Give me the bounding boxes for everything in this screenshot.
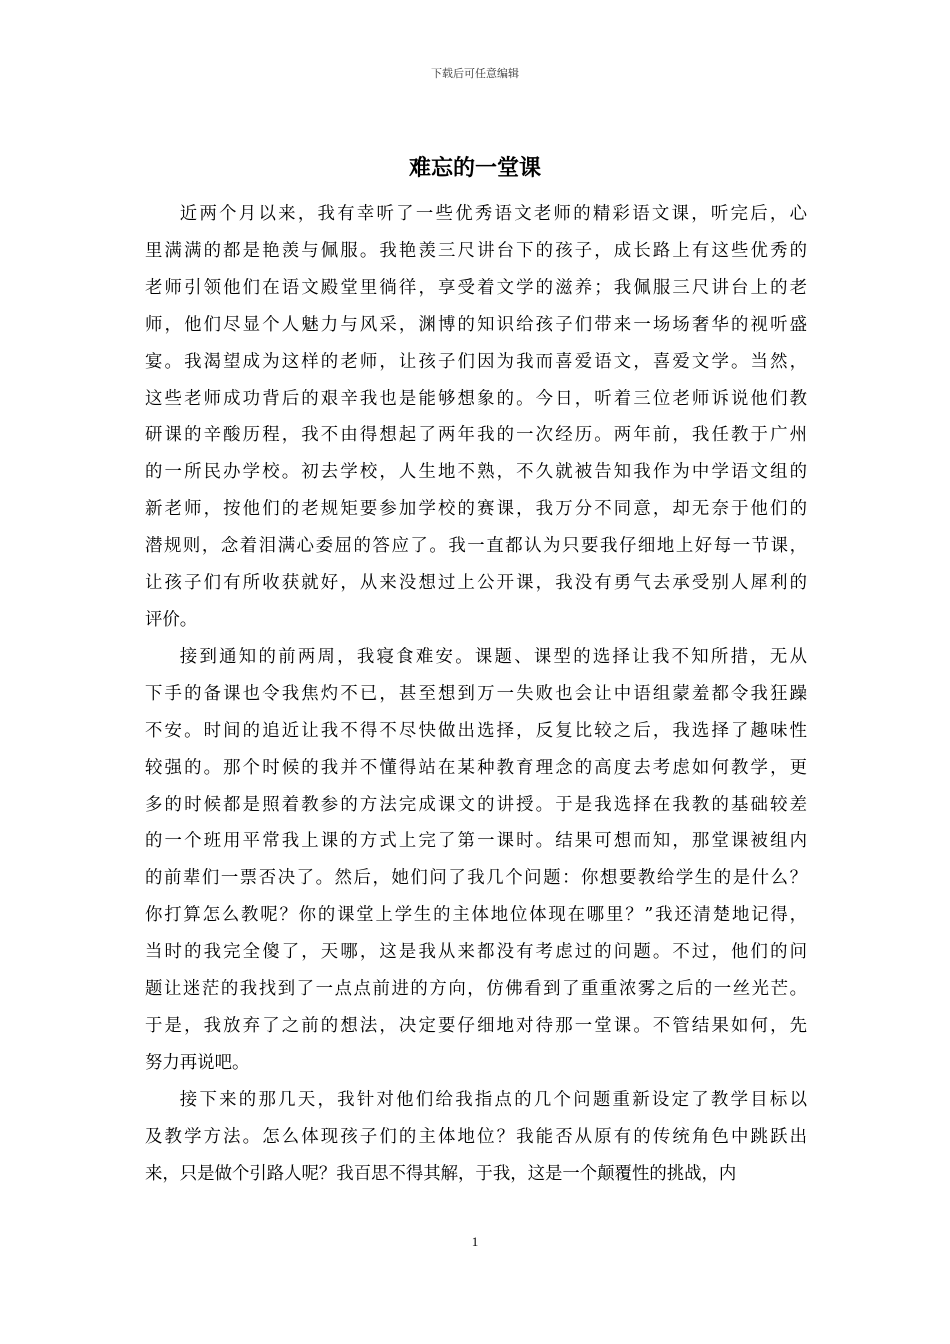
paragraph-line: 师，他们尽显个人魅力与风采，渊博的知识给孩子们带来一场场奢华的视听盛 [145, 314, 807, 335]
paragraph-line: 的一所民办学校。初去学校，人生地不熟，不久就被告知我作为中学语文组的 [145, 462, 807, 483]
header-note: 下载后可任意编辑 [431, 67, 519, 80]
paragraph-line: 努力再说吧。 [145, 1052, 250, 1073]
paragraph-line: 来，只是做个引路人呢？我百思不得其解，于我，这是一个颠覆性的挑战，内 [145, 1163, 737, 1184]
paragraph-line: 多的时候都是照着教参的方法完成课文的讲授。于是我选择在我教的基础较差 [145, 794, 807, 815]
body-paragraph [145, 639, 807, 1082]
paragraph-line: 于是，我放弃了之前的想法，决定要仔细地对待那一堂课。不管结果如何，先 [145, 1015, 807, 1036]
document-body [145, 196, 807, 1192]
paragraph-line: 接下来的那几天，我针对他们给我指点的几个问题重新设定了教学目标以 [179, 1089, 807, 1110]
paragraph-line: 的一个班用平常我上课的方式上完了第一课时。结果可想而知，那堂课被组内 [145, 831, 807, 852]
paragraph-line: 当时的我完全傻了，天哪，这是我从来都没有考虑过的问题。不过，他们的问 [145, 942, 807, 963]
paragraph-line: 接到通知的前两周，我寝食难安。课题、课型的选择让我不知所措，无从 [179, 646, 807, 667]
paragraph-line: 新老师，按他们的老规矩要参加学校的赛课，我万分不同意，却无奈于他们的 [145, 499, 807, 520]
paragraph-line: 研课的辛酸历程，我不由得想起了两年我的一次经历。两年前，我任教于广州 [145, 425, 807, 446]
paragraph-line: 近两个月以来，我有幸听了一些优秀语文老师的精彩语文课，听完后，心 [179, 204, 807, 224]
page-number: 1 [471, 1234, 479, 1249]
paragraph-line: 题让迷茫的我找到了一点点前进的方向，仿佛看到了重重浓雾之后的一丝光芒。 [145, 979, 807, 1000]
body-paragraph [145, 1082, 807, 1193]
paragraph-line: 老师引领他们在语文殿堂里徜徉，享受着文学的滋养；我佩服三尺讲台上的老 [145, 277, 807, 298]
paragraph-line: 较强的。那个时候的我并不懂得站在某种教育理念的高度去考虑如何教学，更 [145, 757, 807, 778]
paragraph-line: 及教学方法。怎么体现孩子们的主体地位？我能否从原有的传统角色中跳跃出 [145, 1126, 807, 1147]
paragraph-line: 评价。 [145, 609, 198, 630]
paragraph-line: 这些老师成功背后的艰辛我也是能够想象的。今日，听着三位老师诉说他们教 [145, 388, 807, 409]
paragraph-line: 里满满的都是艳羡与佩服。我艳羡三尺讲台下的孩子，成长路上有这些优秀的 [145, 240, 807, 261]
paragraph-line: 你打算怎么教呢？你的课堂上学生的主体地位体现在哪里？”我还清楚地记得， [145, 905, 807, 926]
paragraph-line: 的前辈们一票否决了。然后，她们问了我几个问题：你想要教给学生的是什么？ [145, 868, 807, 889]
document-title: 难忘的一堂课 [408, 156, 541, 181]
paragraph-line: 让孩子们有所收获就好，从来没想过上公开课，我没有勇气去承受别人犀利的 [145, 573, 807, 594]
paragraph-line: 下手的备课也令我焦灼不已，甚至想到万一失败也会让中语组蒙羞都令我狂躁 [145, 683, 807, 704]
paragraph-line: 潜规则，念着泪满心委屈的答应了。我一直都认为只要我仔细地上好每一节课， [145, 536, 807, 557]
paragraph-line: 宴。我渴望成为这样的老师，让孩子们因为我而喜爱语文，喜爱文学。当然， [145, 351, 807, 372]
paragraph-line: 不安。时间的追近让我不得不尽快做出选择，反复比较之后，我选择了趣味性 [145, 720, 807, 741]
body-paragraph [145, 196, 807, 639]
